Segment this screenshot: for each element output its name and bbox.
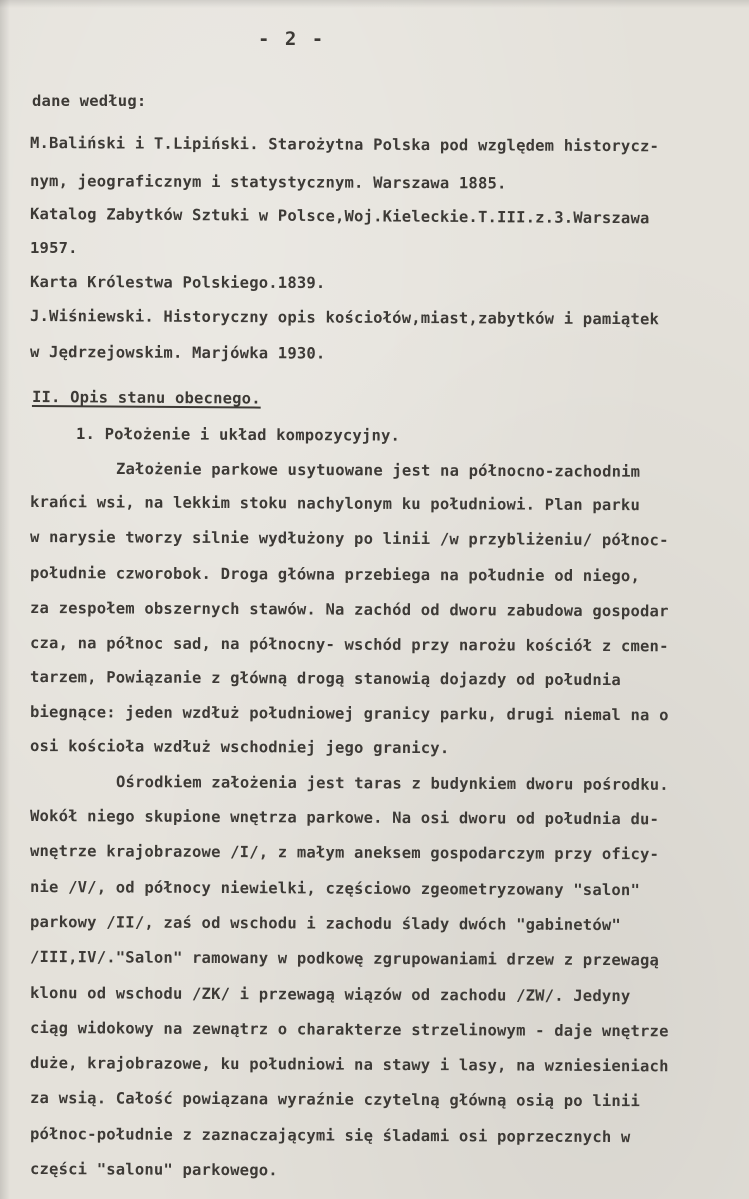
section-heading: II. Opis stanu obecnego. [31, 388, 261, 408]
source-line: Katalog Zabytków Sztuki w Polsce,Woj.Kieleckie.T.III.z.3.Warszawa [29, 205, 650, 228]
paragraph-line: /III,IV/."Salon" ramowany w podkowę zgrupowaniami drzew z przewagą [29, 948, 660, 970]
paragraph-line: w narysie tworzy silnie wydłużony po linii /w przybliżeniu/ północ- [29, 528, 669, 550]
paragraph-line: osi kościoła wzdłuż wschodniej jego granicy. [29, 737, 450, 758]
source-line: nym, jeograficznym i statystycznym. Warszawa 1885. [29, 172, 507, 193]
paragraph-line: południe czworobok. Droga główna przebiega na południe od niego, [29, 564, 641, 586]
paragraph-line: biegnące: jeden wzdłuż południowej granicy parku, drugi niemal na o [29, 703, 669, 725]
source-line: J.Wiśniewski. Historyczny opis kościołów,miast,zabytków i pamiątek [29, 307, 660, 329]
paragraph-line: tarzem, Powiązanie z główną drogą stanowią dojazdy od południa [29, 668, 622, 690]
paragraph-line: krańci wsi, na lekkim stoku nachylonym ku południowi. Plan parku [29, 493, 641, 515]
paragraph-line: Ośrodkiem założenia jest taras z budynkiem dworu pośrodku. [115, 773, 669, 794]
source-line: Karta Królestwa Polskiego.1839. [29, 273, 326, 293]
paragraph-line: północ-południe z zaznaczającymi się śladami osi poprzecznych w [29, 1125, 631, 1147]
paragraph-line: duże, krajobrazowe, ku południowi na stawy i lasy, na wzniesieniach [29, 1054, 669, 1076]
source-line: 1957. [30, 239, 78, 257]
paragraph-line: części "salonu" parkowego. [29, 1160, 278, 1180]
scan-edge-shadow-top [0, 0, 749, 8]
page-number: - 2 - [258, 28, 326, 50]
paragraph-line: za zespołem obszernych stawów. Na zachód od dworu zabudowa gospodar [29, 599, 669, 621]
paragraph-line: parkowy /II/, zaś od wschodu i zachodu ślady dwóch "gabinetów" [29, 913, 622, 935]
paragraph-line: cza, na północ sad, na północny- wschód przy narożu kościół z cmen- [29, 634, 669, 656]
paragraph-line: Założenie parkowe usytuowane jest na północno-zachodnim [115, 460, 641, 481]
paragraph-line: za wsią. Całość powiązana wyraźnie czytelną główną osią po linii [29, 1089, 641, 1111]
scan-edge-shadow [0, 0, 10, 1199]
paragraph-line: Wokół niego skupione wnętrza parkowe. Na osi dworu od południa du- [29, 807, 660, 829]
subsection-heading: 1. Położenie i układ kompozycyjny. [75, 425, 401, 445]
paragraph-line: nie /V/, od północy niewielki, częściowo zgeometryzowany "salon" [29, 878, 641, 900]
paragraph-line: wnętrze krajobrazowe /I/, z małym aneksem gospodarczym przy oficy- [29, 842, 660, 864]
source-line: w Jędrzejowskim. Marjówka 1930. [29, 343, 326, 363]
sources-intro: dane według: [32, 92, 147, 110]
paragraph-line: klonu od wschodu /ZK/ i przewagą wiązów od zachodu /ZW/. Jedyny [29, 984, 631, 1006]
source-line: M.Baliński i T.Lipiński. Starożytna Polska pod względem historycz- [29, 134, 660, 156]
paragraph-line: ciąg widokowy na zewnątrz o charakterze strzelinowym - daje wnętrze [29, 1019, 669, 1041]
